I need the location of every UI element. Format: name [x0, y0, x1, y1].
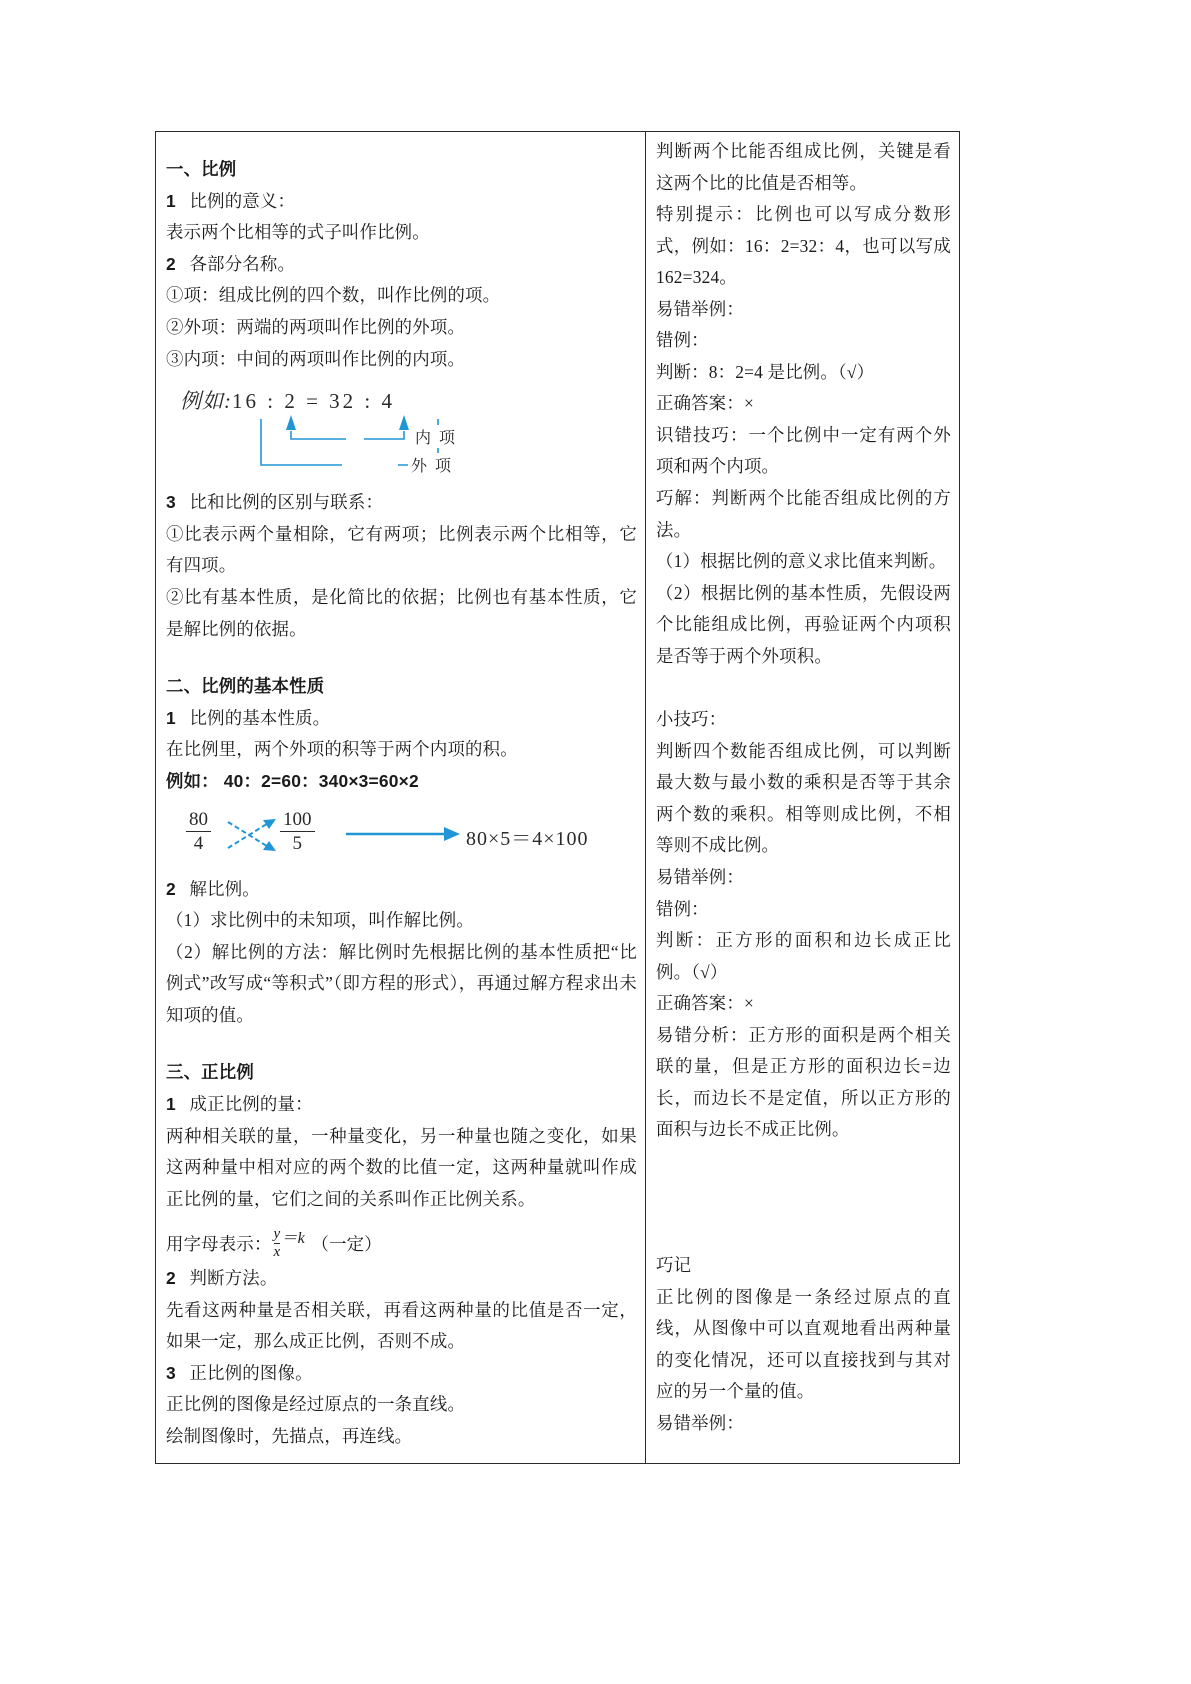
item-title: 比和比例的区别与联系： — [189, 492, 384, 513]
section2-item1 — [166, 703, 637, 735]
item-title: 正比例的图像。 — [189, 1362, 313, 1383]
note-block1-line-9: （1）根据比例的意义求比值来判断。 — [656, 551, 947, 572]
section2-heading: 二、比例的基本性质 — [166, 676, 325, 697]
section1-item2 — [166, 249, 637, 281]
note-block1-line-6: 正确答案：× — [656, 393, 754, 414]
spacer — [656, 672, 951, 704]
item-number: 3 — [166, 492, 176, 513]
table-cell-right — [646, 132, 959, 1463]
section1-item1-body: 表示两个比相等的式子叫作比例。 — [166, 222, 430, 243]
figure-label-outer-terms: 外 项 — [408, 453, 456, 476]
note-block3-line-2: 易错举例： — [656, 1412, 744, 1433]
note-block1-line-4: 错例： — [656, 330, 709, 351]
fraction-numerator: y — [273, 1225, 281, 1242]
item-number: 1 — [166, 190, 176, 211]
fraction-numerator: 100 — [283, 808, 312, 830]
section3-item2 — [166, 1263, 637, 1295]
content-table — [155, 131, 960, 1464]
item-number: 3 — [166, 1362, 176, 1383]
note-block1-line-5: 判断：8：2=4 是比例。（√） — [656, 361, 875, 382]
fraction-numerator: 80 — [189, 808, 208, 830]
section1-item3-line-2: ②比有基本性质，是化简比的依据；比例也有基本性质，它是解比例的依据。 — [166, 586, 637, 639]
letter-formula-suffix: （一定） — [311, 1234, 382, 1255]
section1-item2-line-2: ②外项：两端的两项叫作比例的外项。 — [166, 316, 466, 337]
table-cell-left — [156, 132, 646, 1463]
note-block1-line-1: 判断两个比能否组成比例，关键是看这两个比的比值是否相等。 — [656, 141, 951, 193]
note-block2-line-3: 错例： — [656, 898, 709, 919]
note-block2-line-6: 易错分析：正方形的面积是两个相关联的量，但是正方形的面积边长=边长，而边长不是定值，所以正方形的面积与边长不成正比例。 — [656, 1024, 951, 1140]
item-title: 各部分名称。 — [189, 253, 296, 274]
spacer — [166, 645, 637, 671]
spacer — [166, 1215, 637, 1229]
note-block2-title: 小技巧： — [656, 709, 727, 730]
section3-heading: 三、正比例 — [166, 1062, 254, 1083]
figure-result-equation: 80×5＝4×100 — [466, 827, 589, 850]
figure-cross-arrows — [166, 806, 726, 870]
section3-item3-line-2: 绘制图像时，先描点，再连线。 — [166, 1425, 413, 1446]
figure-cross-multiply — [166, 806, 637, 870]
item-title: 判断方法。 — [189, 1267, 278, 1288]
letter-formula-prefix: 用字母表示： — [166, 1234, 272, 1255]
section2-item1-body: 在比例里，两个外项的积等于两个内项的积。 — [166, 739, 518, 760]
item-title: 成正比例的量： — [189, 1094, 313, 1115]
figure-expression-prefix: 例如: — [180, 389, 232, 414]
note-block1-line-8: 巧解：判断两个比能否组成比例的方法。 — [656, 488, 951, 540]
section1-item2-line-3: ③内项：中间的两项叫作比例的内项。 — [166, 348, 466, 369]
figure-term-brackets — [166, 385, 566, 481]
note-block1-line-7: 识错技巧：一个比例中一定有两个外项和两个内项。 — [656, 424, 951, 477]
section1-item3-line-1: ①比表示两个量相除，它有两项；比例表示两个比相等，它有四项。 — [166, 523, 637, 576]
section1-item1 — [166, 186, 637, 218]
fraction-denominator: 4 — [193, 833, 204, 855]
figure-label-inner-terms: 内 项 — [412, 425, 460, 448]
section3-item1 — [166, 1089, 637, 1121]
section1-item2-line-1: ①项：组成比例的四个数，叫作比例的项。 — [166, 285, 501, 306]
fraction-denominator: 5 — [292, 833, 302, 855]
item-title: 比例的意义： — [189, 190, 296, 211]
figure-expression-value: 16 : 2 = 32 : 4 — [232, 389, 396, 414]
formula-y-over-x-equals-k — [273, 1225, 305, 1263]
section2-item2-line-2: （2）解比例的方法：解比例时先根据比例的基本性质把“比例式”改写成“等积式”（即方程的形式），再通过解方程求出未知项的值。 — [166, 941, 637, 1025]
item-number: 2 — [166, 1267, 176, 1288]
section3-item3 — [166, 1358, 637, 1390]
section3-item1-body: 两种相关联的量，一种量变化，另一种量也随之变化，如果这两种量中相对应的两个数的比值一定，这两种量就叫作成正比例的量，它们之间的关系叫作正比例关系。 — [166, 1125, 637, 1209]
item-title: 解比例。 — [189, 878, 260, 899]
note-block2-line-2: 易错举例： — [656, 867, 744, 888]
note-block1-line-2: 特别提示：比例也可以写成分数形式，例如：16：2=32：4，也可以写成 162=324。 — [656, 204, 956, 288]
spacer — [656, 1146, 951, 1250]
item-number: 2 — [166, 253, 176, 274]
section2-example: 例如： 40：2=60：340×3=60×2 — [166, 770, 419, 791]
section3-letter-formula-line — [166, 1225, 637, 1263]
fraction-denominator: x — [273, 1243, 281, 1260]
note-block1-line-3: 易错举例： — [656, 298, 744, 319]
section1-heading: 一、比例 — [166, 159, 237, 179]
note-block1-line-10: （2）根据比例的基本性质，先假设两个比能组成比例，再验证两个内项积是否等于两个外项积。 — [656, 582, 951, 666]
section2-item2-line-1: （1）求比例中的未知项，叫作解比例。 — [166, 910, 474, 931]
note-block2-line-4: 判断：正方形的面积和边长成正比例。（√） — [656, 930, 951, 982]
inline-fraction — [274, 1227, 281, 1260]
figure-proportion-terms — [166, 385, 637, 481]
item-number: 1 — [166, 1094, 176, 1115]
item-title: 比例的基本性质。 — [189, 707, 331, 728]
item-number: 1 — [166, 707, 176, 728]
section3-item2-body: 先看这两种量是否相关联，再看这两种量的比值是否一定，如果一定，那么成正比例，否则不成。 — [166, 1299, 637, 1352]
note-block3-line-1: 正比例的图像是一条经过原点的直线，从图像中可以直观地看出两种量的变化情况，还可以直接找到与其对应的另一个量的值。 — [656, 1286, 951, 1402]
section1-item3 — [166, 487, 637, 519]
spacer — [166, 1031, 637, 1057]
section3-item3-line-1: 正比例的图像是经过原点的一条直线。 — [166, 1394, 466, 1415]
note-block2-line-5: 正确答案：× — [656, 993, 754, 1014]
item-number: 2 — [166, 878, 176, 899]
formula-equals-k: ＝k — [281, 1229, 305, 1247]
section2-item2 — [166, 874, 637, 906]
note-block3-title: 巧记 — [656, 1254, 692, 1275]
note-block2-line-1: 判断四个数能否组成比例，可以判断最大数与最小数的乘积是否等于其余两个数的乘积。相等则成比例，不相等则不成比例。 — [656, 740, 951, 856]
